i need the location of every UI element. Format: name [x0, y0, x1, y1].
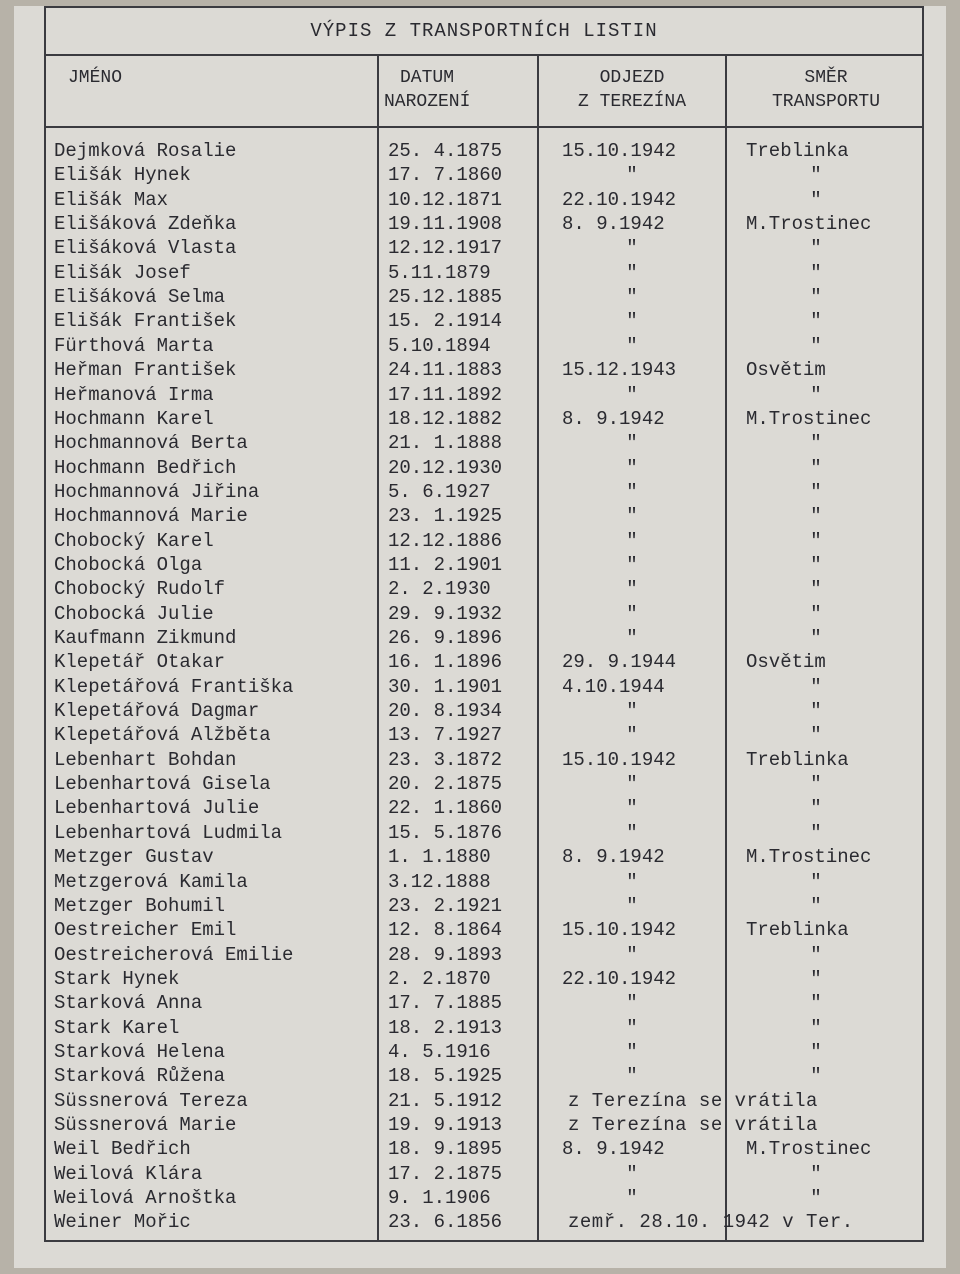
cell-departure: " [626, 773, 638, 795]
table-row [0, 1089, 960, 1113]
cell-direction: " [810, 603, 822, 625]
cell-direction: " [810, 895, 822, 917]
table-row [0, 456, 960, 480]
cell-name: Lebenhartová Julie [54, 797, 260, 819]
cell-direction: " [810, 700, 822, 722]
cell-name: Weiner Mořic [54, 1211, 191, 1233]
cell-departure: " [626, 1163, 638, 1185]
table-row [0, 748, 960, 772]
cell-birth-date: 24.11.1883 [388, 359, 503, 381]
table-row [0, 261, 960, 285]
cell-departure: 8. 9.1942 [562, 1138, 665, 1160]
cell-name: Elišák František [54, 310, 237, 332]
table-row [0, 285, 960, 309]
cell-name: Elišáková Vlasta [54, 237, 237, 259]
cell-direction: Osvětim [746, 359, 826, 381]
cell-birth-date: 25. 4.1875 [388, 140, 503, 162]
cell-direction: " [810, 724, 822, 746]
cell-departure: " [626, 1187, 638, 1209]
cell-name: Elišáková Zdeňka [54, 213, 237, 235]
document-title: VÝPIS Z TRANSPORTNÍCH LISTIN [44, 6, 924, 56]
cell-birth-date: 9. 1.1906 [388, 1187, 491, 1209]
table-row [0, 212, 960, 236]
cell-direction: " [810, 481, 822, 503]
cell-departure: " [626, 895, 638, 917]
table-row [0, 894, 960, 918]
header-birth-line1: DATUM [400, 68, 455, 88]
cell-direction: Treblinka [746, 919, 849, 941]
cell-name: Starková Anna [54, 992, 203, 1014]
cell-direction: " [810, 286, 822, 308]
cell-birth-date: 28. 9.1893 [388, 944, 503, 966]
cell-note: zemř. 28.10. 1942 v Ter. [568, 1211, 854, 1233]
cell-direction: " [810, 262, 822, 284]
cell-departure: " [626, 822, 638, 844]
cell-birth-date: 23. 3.1872 [388, 749, 503, 771]
table-row [0, 845, 960, 869]
cell-name: Lebenhartová Ludmila [54, 822, 283, 844]
cell-birth-date: 30. 1.1901 [388, 676, 503, 698]
cell-direction: " [810, 505, 822, 527]
cell-name: Hochmannová Marie [54, 505, 248, 527]
cell-birth-date: 12. 8.1864 [388, 919, 503, 941]
table-row [0, 1162, 960, 1186]
cell-departure: 15.10.1942 [562, 749, 677, 771]
cell-name: Kaufmann Zikmund [54, 627, 237, 649]
table-row [0, 1016, 960, 1040]
table-row [0, 1210, 960, 1234]
cell-direction: " [810, 968, 822, 990]
cell-name: Süssnerová Tereza [54, 1090, 248, 1112]
cell-name: Elišák Max [54, 189, 169, 211]
cell-name: Chobocký Rudolf [54, 578, 226, 600]
table-row [0, 602, 960, 626]
cell-departure: " [626, 310, 638, 332]
cell-name: Klepetářová Alžběta [54, 724, 271, 746]
cell-departure: " [626, 992, 638, 1014]
cell-direction: " [810, 530, 822, 552]
cell-name: Metzger Bohumil [54, 895, 226, 917]
cell-birth-date: 21. 5.1912 [388, 1090, 503, 1112]
cell-name: Hochmannová Berta [54, 432, 248, 454]
cell-name: Heřman František [54, 359, 237, 381]
table-row [0, 699, 960, 723]
cell-departure: " [626, 724, 638, 746]
cell-departure: " [626, 1041, 638, 1063]
cell-direction: " [810, 822, 822, 844]
header-departure-line2: Z TEREZÍNA [577, 92, 687, 112]
cell-departure: " [626, 1017, 638, 1039]
cell-birth-date: 21. 1.1888 [388, 432, 503, 454]
cell-birth-date: 5.11.1879 [388, 262, 491, 284]
cell-direction: " [810, 1163, 822, 1185]
cell-name: Weilová Arnoštka [54, 1187, 237, 1209]
cell-birth-date: 18. 2.1913 [388, 1017, 503, 1039]
cell-departure: " [626, 530, 638, 552]
cell-direction: " [810, 1017, 822, 1039]
table-row [0, 236, 960, 260]
table-row [0, 358, 960, 382]
cell-birth-date: 1. 1.1880 [388, 846, 491, 868]
table-row [0, 1064, 960, 1088]
table-row [0, 407, 960, 431]
cell-departure: 15.10.1942 [562, 919, 677, 941]
cell-direction: " [810, 164, 822, 186]
table-row [0, 188, 960, 212]
cell-departure: 22.10.1942 [562, 189, 677, 211]
cell-departure: " [626, 384, 638, 406]
cell-direction: " [810, 1187, 822, 1209]
cell-birth-date: 5.10.1894 [388, 335, 491, 357]
cell-direction: " [810, 1041, 822, 1063]
cell-direction: " [810, 432, 822, 454]
cell-birth-date: 2. 2.1930 [388, 578, 491, 600]
cell-birth-date: 20.12.1930 [388, 457, 503, 479]
header-departure-line1: ODJEZD [599, 68, 665, 88]
cell-departure: " [626, 164, 638, 186]
cell-name: Metzger Gustav [54, 846, 214, 868]
table-row [0, 870, 960, 894]
cell-direction: Treblinka [746, 140, 849, 162]
table-row [0, 529, 960, 553]
cell-birth-date: 23. 6.1856 [388, 1211, 503, 1233]
cell-direction: " [810, 554, 822, 576]
cell-direction: M.Trostinec [746, 408, 872, 430]
cell-birth-date: 22. 1.1860 [388, 797, 503, 819]
cell-departure: " [626, 627, 638, 649]
cell-name: Starková Helena [54, 1041, 226, 1063]
cell-birth-date: 20. 2.1875 [388, 773, 503, 795]
cell-birth-date: 17. 2.1875 [388, 1163, 503, 1185]
table-row [0, 553, 960, 577]
table-row [0, 1040, 960, 1064]
cell-name: Chobocký Karel [54, 530, 214, 552]
cell-name: Elišáková Selma [54, 286, 226, 308]
table-row [0, 480, 960, 504]
cell-birth-date: 16. 1.1896 [388, 651, 503, 673]
cell-departure: 29. 9.1944 [562, 651, 677, 673]
cell-direction: " [810, 773, 822, 795]
cell-departure: " [626, 262, 638, 284]
table-row [0, 796, 960, 820]
cell-name: Hochmann Bedřich [54, 457, 237, 479]
cell-departure: 15.12.1943 [562, 359, 677, 381]
table-row [0, 991, 960, 1015]
cell-name: Stark Hynek [54, 968, 180, 990]
cell-name: Chobocká Olga [54, 554, 203, 576]
cell-name: Lebenhartová Gisela [54, 773, 271, 795]
cell-departure: " [626, 603, 638, 625]
cell-birth-date: 3.12.1888 [388, 871, 491, 893]
cell-birth-date: 12.12.1917 [388, 237, 503, 259]
header-direction-line1: SMĚR [804, 68, 848, 88]
cell-departure: " [626, 700, 638, 722]
cell-name: Stark Karel [54, 1017, 180, 1039]
cell-direction: " [810, 189, 822, 211]
cell-birth-date: 26. 9.1896 [388, 627, 503, 649]
cell-direction: " [810, 676, 822, 698]
cell-birth-date: 19.11.1908 [388, 213, 503, 235]
cell-birth-date: 5. 6.1927 [388, 481, 491, 503]
cell-name: Hochmannová Jiřina [54, 481, 260, 503]
cell-birth-date: 23. 1.1925 [388, 505, 503, 527]
cell-birth-date: 17. 7.1860 [388, 164, 503, 186]
cell-direction: M.Trostinec [746, 1138, 872, 1160]
cell-direction: M.Trostinec [746, 846, 872, 868]
cell-birth-date: 23. 2.1921 [388, 895, 503, 917]
cell-departure: " [626, 797, 638, 819]
cell-departure: 22.10.1942 [562, 968, 677, 990]
table-row [0, 1186, 960, 1210]
cell-departure: 8. 9.1942 [562, 408, 665, 430]
cell-note: z Terezína se vrátila [568, 1090, 818, 1112]
cell-direction: " [810, 797, 822, 819]
cell-departure: " [626, 237, 638, 259]
cell-direction: " [810, 992, 822, 1014]
cell-direction: " [810, 944, 822, 966]
cell-name: Elišák Josef [54, 262, 191, 284]
cell-birth-date: 17. 7.1885 [388, 992, 503, 1014]
table-row [0, 821, 960, 845]
cell-name: Metzgerová Kamila [54, 871, 248, 893]
table-row [0, 675, 960, 699]
cell-departure: 8. 9.1942 [562, 213, 665, 235]
cell-departure: " [626, 505, 638, 527]
cell-name: Klepetářová Dagmar [54, 700, 260, 722]
table-row [0, 1113, 960, 1137]
cell-direction: " [810, 310, 822, 332]
cell-name: Starková Růžena [54, 1065, 226, 1087]
cell-birth-date: 17.11.1892 [388, 384, 503, 406]
cell-departure: " [626, 1065, 638, 1087]
cell-name: Oestreicher Emil [54, 919, 237, 941]
header-birth-line2: NAROZENÍ [384, 92, 471, 112]
cell-departure: 4.10.1944 [562, 676, 665, 698]
header-name-line: JMÉNO [68, 68, 123, 88]
cell-birth-date: 18.12.1882 [388, 408, 503, 430]
cell-departure: " [626, 554, 638, 576]
cell-name: Weilová Klára [54, 1163, 203, 1185]
cell-birth-date: 11. 2.1901 [388, 554, 503, 576]
cell-departure: " [626, 944, 638, 966]
table-row [0, 1137, 960, 1161]
table-row [0, 577, 960, 601]
cell-direction: " [810, 627, 822, 649]
cell-direction: " [810, 384, 822, 406]
table-row [0, 383, 960, 407]
cell-departure: " [626, 335, 638, 357]
cell-departure: " [626, 481, 638, 503]
cell-departure: " [626, 286, 638, 308]
cell-departure: 15.10.1942 [562, 140, 677, 162]
cell-birth-date: 29. 9.1932 [388, 603, 503, 625]
cell-direction: " [810, 457, 822, 479]
table-row [0, 772, 960, 796]
cell-birth-date: 25.12.1885 [388, 286, 503, 308]
cell-direction: " [810, 237, 822, 259]
cell-birth-date: 20. 8.1934 [388, 700, 503, 722]
cell-name: Chobocká Julie [54, 603, 214, 625]
table-row [0, 650, 960, 674]
cell-birth-date: 4. 5.1916 [388, 1041, 491, 1063]
cell-direction: Osvětim [746, 651, 826, 673]
cell-departure: " [626, 578, 638, 600]
table-row [0, 943, 960, 967]
cell-name: Dejmková Rosalie [54, 140, 237, 162]
cell-direction: " [810, 871, 822, 893]
cell-departure: " [626, 457, 638, 479]
cell-name: Hochmann Karel [54, 408, 214, 430]
table-row [0, 163, 960, 187]
header-direction-line2: TRANSPORTU [771, 92, 881, 112]
cell-direction: " [810, 335, 822, 357]
cell-birth-date: 18. 5.1925 [388, 1065, 503, 1087]
cell-birth-date: 15. 2.1914 [388, 310, 503, 332]
table-row [0, 334, 960, 358]
table-row [0, 723, 960, 747]
cell-birth-date: 10.12.1871 [388, 189, 503, 211]
cell-name: Oestreicherová Emilie [54, 944, 294, 966]
table-row [0, 309, 960, 333]
table-row [0, 626, 960, 650]
cell-name: Klepetář Otakar [54, 651, 226, 673]
cell-direction: M.Trostinec [746, 213, 872, 235]
cell-direction: Treblinka [746, 749, 849, 771]
cell-name: Heřmanová Irma [54, 384, 214, 406]
table-row [0, 431, 960, 455]
cell-departure: " [626, 432, 638, 454]
table-row [0, 918, 960, 942]
cell-birth-date: 12.12.1886 [388, 530, 503, 552]
cell-departure: " [626, 871, 638, 893]
cell-birth-date: 18. 9.1895 [388, 1138, 503, 1160]
table-row [0, 504, 960, 528]
cell-birth-date: 2. 2.1870 [388, 968, 491, 990]
table-row [0, 967, 960, 991]
cell-name: Weil Bedřich [54, 1138, 191, 1160]
cell-birth-date: 19. 9.1913 [388, 1114, 503, 1136]
cell-name: Klepetářová Františka [54, 676, 294, 698]
cell-direction: " [810, 578, 822, 600]
cell-name: Elišák Hynek [54, 164, 191, 186]
cell-birth-date: 13. 7.1927 [388, 724, 503, 746]
cell-birth-date: 15. 5.1876 [388, 822, 503, 844]
cell-name: Süssnerová Marie [54, 1114, 237, 1136]
cell-name: Lebenhart Bohdan [54, 749, 237, 771]
cell-departure: 8. 9.1942 [562, 846, 665, 868]
cell-direction: " [810, 1065, 822, 1087]
cell-note: z Terezína se vrátila [568, 1114, 818, 1136]
cell-name: Fürthová Marta [54, 335, 214, 357]
table-row [0, 139, 960, 163]
